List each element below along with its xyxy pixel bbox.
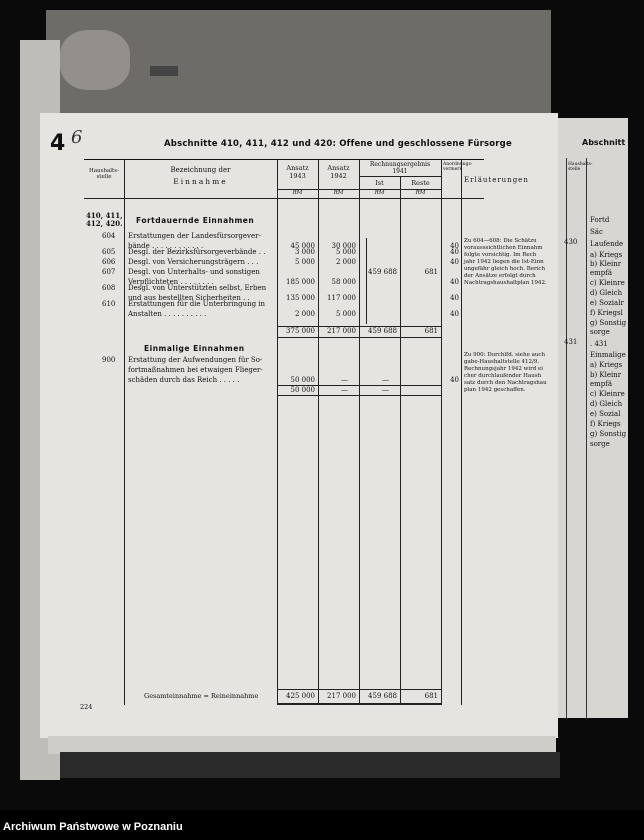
section-title-einmalige: Einmalige Einnahmen (144, 344, 245, 353)
header-line (84, 198, 484, 199)
note-line: gabe-Haushaltstelle 412/9. (464, 359, 540, 365)
right-page-item: sorge (590, 440, 610, 448)
row-ist: 459 688 (368, 268, 397, 276)
right-page-item: Fortd (590, 216, 610, 224)
row-ansatz-1943: 3 000 (294, 248, 315, 256)
col-erlaeuterungen: Erläuterungen (464, 176, 529, 184)
right-col-header: Haushalts- stelle (568, 162, 593, 172)
row-ansatz-1943: 5 000 (294, 258, 315, 266)
col-ist: Ist (375, 179, 384, 187)
right-page-item: g) Sonstig (590, 319, 627, 327)
subtotal2-ist: — (382, 386, 389, 394)
archive-footer (0, 818, 644, 840)
total-1943: 425 000 (286, 692, 315, 700)
right-page-item: a) Kriegs (590, 251, 623, 259)
row-stelle: 605 (102, 248, 116, 256)
col-reste: Reste (411, 179, 430, 187)
subtotal2-1943: 50 000 (290, 386, 315, 394)
row-ansatz-1942: 30 000 (331, 242, 356, 250)
right-page-item: Säc (590, 228, 603, 236)
subtotal1-1943: 375 000 (286, 327, 315, 335)
right-page-item: g) Sonstig (590, 430, 627, 438)
row-text: Desgl. von Unterhalts- und sonstigen (128, 268, 260, 276)
right-page-item: c) Kleinre (590, 279, 625, 287)
subtotal1-reste: 681 (424, 327, 438, 335)
col-ansatz-1942: Ansatz 1942 (327, 164, 350, 180)
note-line: der Ansätze erfolgt durch (464, 273, 536, 279)
note-line: Rechnungsjahr 1942 wird ei (464, 366, 544, 372)
row-vermerk: 40 (450, 278, 459, 286)
note-line: plan 1942 geschaffen. (464, 387, 526, 393)
right-page-item: d) Gleich (590, 289, 623, 297)
right-page-item: Laufende (590, 240, 624, 248)
row-stelle: 607 (102, 268, 116, 276)
row-text: Verpflichteten . . . . . . . . (128, 278, 214, 286)
note-line: folgte vorsichtig. Im Rech (464, 252, 537, 258)
total-line (277, 703, 441, 705)
right-page-item: empfä (590, 380, 613, 388)
currency-label: RM (292, 190, 303, 196)
note-line: ungefähr gleich hoch. Berich (464, 266, 546, 272)
subtotal1-1942: 217 000 (327, 327, 356, 335)
sum-line (277, 337, 441, 338)
right-page-item: f) Kriegs (590, 420, 621, 428)
subtotal1-ist: 459 688 (368, 327, 397, 335)
row-ansatz-1943: 135 000 (286, 294, 315, 302)
row-stelle: 606 (102, 258, 116, 266)
row-vermerk: 40 (450, 248, 459, 256)
right-page-item: e) Sozial (590, 410, 621, 418)
stain (60, 30, 130, 90)
total-line (277, 689, 441, 690)
budget-table (84, 159, 547, 705)
right-page-num: 431 (564, 338, 578, 346)
row900-1942: — (341, 376, 348, 384)
page-marker: 4 (50, 131, 66, 156)
row900-vermerk: 40 (450, 376, 459, 384)
row-stelle: 610 (102, 300, 116, 308)
col-bezeichnung: Bezeichnung der (170, 166, 231, 174)
film-strip (60, 752, 560, 778)
row-vermerk: 40 (450, 258, 459, 266)
row-text: und aus bestellten Sicherheiten . . (128, 294, 250, 302)
row-text: bände . . . . . . . . . . . . (128, 242, 204, 250)
total-1942: 217 000 (327, 692, 356, 700)
row-text: Desgl. von Versicherungsträgern . . . (128, 258, 259, 266)
row900-text3: schäden durch das Reich . . . . . (128, 376, 240, 384)
total-label: Gesamteinnahme = Reineinnahme (144, 692, 259, 700)
row900-ist: — (382, 376, 389, 384)
currency-label: RM (333, 190, 344, 196)
note-line: Zu 900: Durchlfd. siehe auch (464, 352, 546, 358)
col-ansatz-1943: Ansatz 1943 (286, 164, 309, 180)
row-stelle: 604 (102, 232, 116, 240)
row900-text2: fortmaßnahmen bei etwaigen Flieger- (128, 366, 263, 374)
row900-stelle: 900 (102, 356, 116, 364)
stain-mark (150, 66, 178, 76)
row-text: Anstalten . . . . . . . . . . (128, 310, 207, 318)
right-page-item: Einmalige (590, 351, 626, 359)
bracket-line (366, 238, 367, 324)
note-line: vorausssichtlichen Einnahm (464, 245, 543, 251)
right-page-item: b) Kleinr (590, 260, 622, 268)
right-page-item: sorge (590, 328, 610, 336)
right-page-title: Abschnitt (582, 138, 626, 147)
currency-label: RM (415, 190, 426, 196)
col-einnahme: Einnahme (173, 177, 228, 186)
row-ansatz-1942: 5 000 (335, 310, 356, 318)
row-ansatz-1942: 2 000 (335, 258, 356, 266)
row-ansatz-1942: 58 000 (331, 278, 356, 286)
right-page-num: 430 (564, 238, 578, 246)
row-ansatz-1942: 117 000 (327, 294, 356, 302)
section-ref: 410, 411, 412, 420. (86, 211, 123, 228)
sum-line (277, 395, 441, 396)
col-rechnungsergebnis: Rechnungsergebnis 1941 (369, 161, 431, 175)
right-page-line (586, 158, 587, 718)
row-text: Erstattungen für die Unterbringung in (128, 300, 266, 308)
note-line: satz durch den Nachtragshau (464, 380, 547, 386)
col-line (124, 160, 125, 705)
archive-label: Archiwum Państwowe w Poznaniu (3, 821, 183, 833)
row-text: Desgl. von Unterstützten selbst, Erben (128, 284, 267, 292)
currency-label: RM (374, 190, 385, 196)
right-adjacent-page (556, 118, 628, 718)
row-vermerk: 40 (450, 310, 459, 318)
row-text: Desgl. der Bezirksfürsorgeverbände . . (128, 248, 266, 256)
col-line (461, 160, 462, 705)
total-reste: 681 (424, 692, 438, 700)
note-line: Nachtragshaushaltplan 1942. (464, 280, 547, 286)
note-line: jahr 1942 liegen die Ist-Einn (464, 259, 544, 265)
row-ansatz-1943: 45 000 (290, 242, 315, 250)
right-page-item: b) Kleinr (590, 371, 622, 379)
document-page (40, 113, 558, 738)
right-page-item: e) Sozialr (590, 299, 624, 307)
page-title: Abschnitte 410, 411, 412 und 420: Offene und geschlossene Fürsorge (164, 139, 512, 149)
note-line: cher durchlaufender Haush (464, 373, 542, 379)
row-ansatz-1943: 2 000 (294, 310, 315, 318)
total-ist: 459 688 (368, 692, 397, 700)
row-ansatz-1942: 5 000 (335, 248, 356, 256)
row-reste: 681 (424, 268, 438, 276)
subtotal2-1942: — (341, 386, 348, 394)
row-vermerk: 40 (450, 294, 459, 302)
col-line (400, 176, 401, 705)
right-page-item: empfä (590, 269, 613, 277)
handwritten-number: 6 (71, 127, 83, 148)
right-page-item: f) Kriegsl (590, 309, 623, 317)
row-text: Erstattungen der Landesfürsorgever- (128, 232, 261, 240)
right-page-item: d) Gleich (590, 400, 623, 408)
col-vermerk: Anordnungs- vermerk (443, 162, 473, 172)
row-stelle: 608 (102, 284, 116, 292)
right-page-item: . 431 (590, 340, 608, 348)
row900-1943: 50 000 (290, 376, 315, 384)
row900-text1: Erstattung der Aufwendungen für So- (128, 356, 263, 364)
right-page-item: c) Kleinre (590, 390, 625, 398)
col-line (359, 160, 360, 705)
col-haushaltsstelle: Haushalts- stelle (89, 168, 119, 180)
row-vermerk: 40 (450, 242, 459, 250)
right-page-item: a) Kriegs (590, 361, 623, 369)
header-line (359, 176, 441, 177)
section-title-fortdauernde: Fortdauernde Einnahmen (136, 216, 255, 225)
note-line: Zu 604—608: Die Schätzu (464, 238, 537, 244)
row-ansatz-1943: 185 000 (286, 278, 315, 286)
page-number: 224 (80, 703, 93, 711)
